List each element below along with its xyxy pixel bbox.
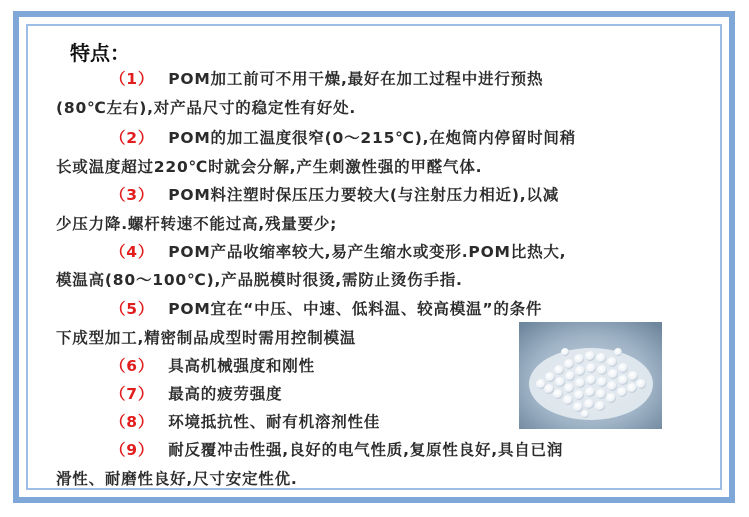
item-3-text: POM料注塑时保压压力要较大(与注射压力相近),以减	[168, 186, 560, 204]
item-5-line-1	[110, 297, 542, 319]
item-9-number: （9）	[110, 441, 155, 459]
item-9-line-2: 滑性、耐磨性良好,尺寸安定性优.	[56, 470, 298, 488]
item-1-number: （1）	[110, 70, 155, 88]
item-6-text: 具高机械强度和刚性	[168, 357, 315, 375]
item-1-text: POM加工前可不用干燥,最好在加工过程中进行预热	[168, 70, 544, 88]
item-1-line-2: (80℃左右),对产品尺寸的稳定性有好处.	[56, 99, 357, 117]
item-1-line-1	[110, 67, 543, 89]
item-9-text: 耐反覆冲击性强,良好的电气性质,复原性良好,具自已润	[168, 441, 564, 459]
item-2-line-2: 长或温度超过220℃时就会分解,产生刺激性强的甲醛气体.	[56, 158, 483, 176]
item-5-line-2: 下成型加工,精密制品成型时需用控制模温	[56, 329, 357, 347]
item-4-number: （4）	[110, 243, 155, 261]
item-3-number: （3）	[110, 186, 155, 204]
item-3-line-1	[110, 183, 559, 205]
item-2-text: POM的加工温度很窄(0～215℃),在炮筒内停留时间稍	[168, 129, 577, 147]
pom-pellets-image	[519, 322, 662, 429]
item-7-text: 最高的疲劳强度	[168, 385, 283, 403]
item-5-text: POM宜在“中压、中速、低料温、较高模温”的条件	[168, 300, 543, 318]
item-6-line-1	[110, 354, 315, 376]
item-7-number: （7）	[110, 385, 155, 403]
item-7-line-1	[110, 382, 282, 404]
item-2-line-1	[110, 126, 576, 148]
item-4-line-2: 模温高(80～100℃),产品脱模时很烫,需防止烫伤手指.	[56, 271, 463, 289]
item-6-number: （6）	[110, 357, 155, 375]
item-8-number: （8）	[110, 413, 155, 431]
item-4-text: POM产品收缩率较大,易产生缩水或变形.POM比热大,	[168, 243, 567, 261]
item-3-line-2: 少压力降.螺杆转速不能过高,残量要少;	[56, 215, 338, 233]
item-4-line-1	[110, 240, 566, 262]
section-title: 特点：	[70, 41, 130, 65]
item-2-number: （2）	[110, 129, 155, 147]
item-8-line-1	[110, 410, 380, 432]
item-8-text: 环境抵抗性、耐有机溶剂性佳	[168, 413, 381, 431]
item-5-number: （5）	[110, 300, 155, 318]
pom-pellets-photo	[519, 322, 662, 429]
item-9-line-1	[110, 438, 563, 460]
